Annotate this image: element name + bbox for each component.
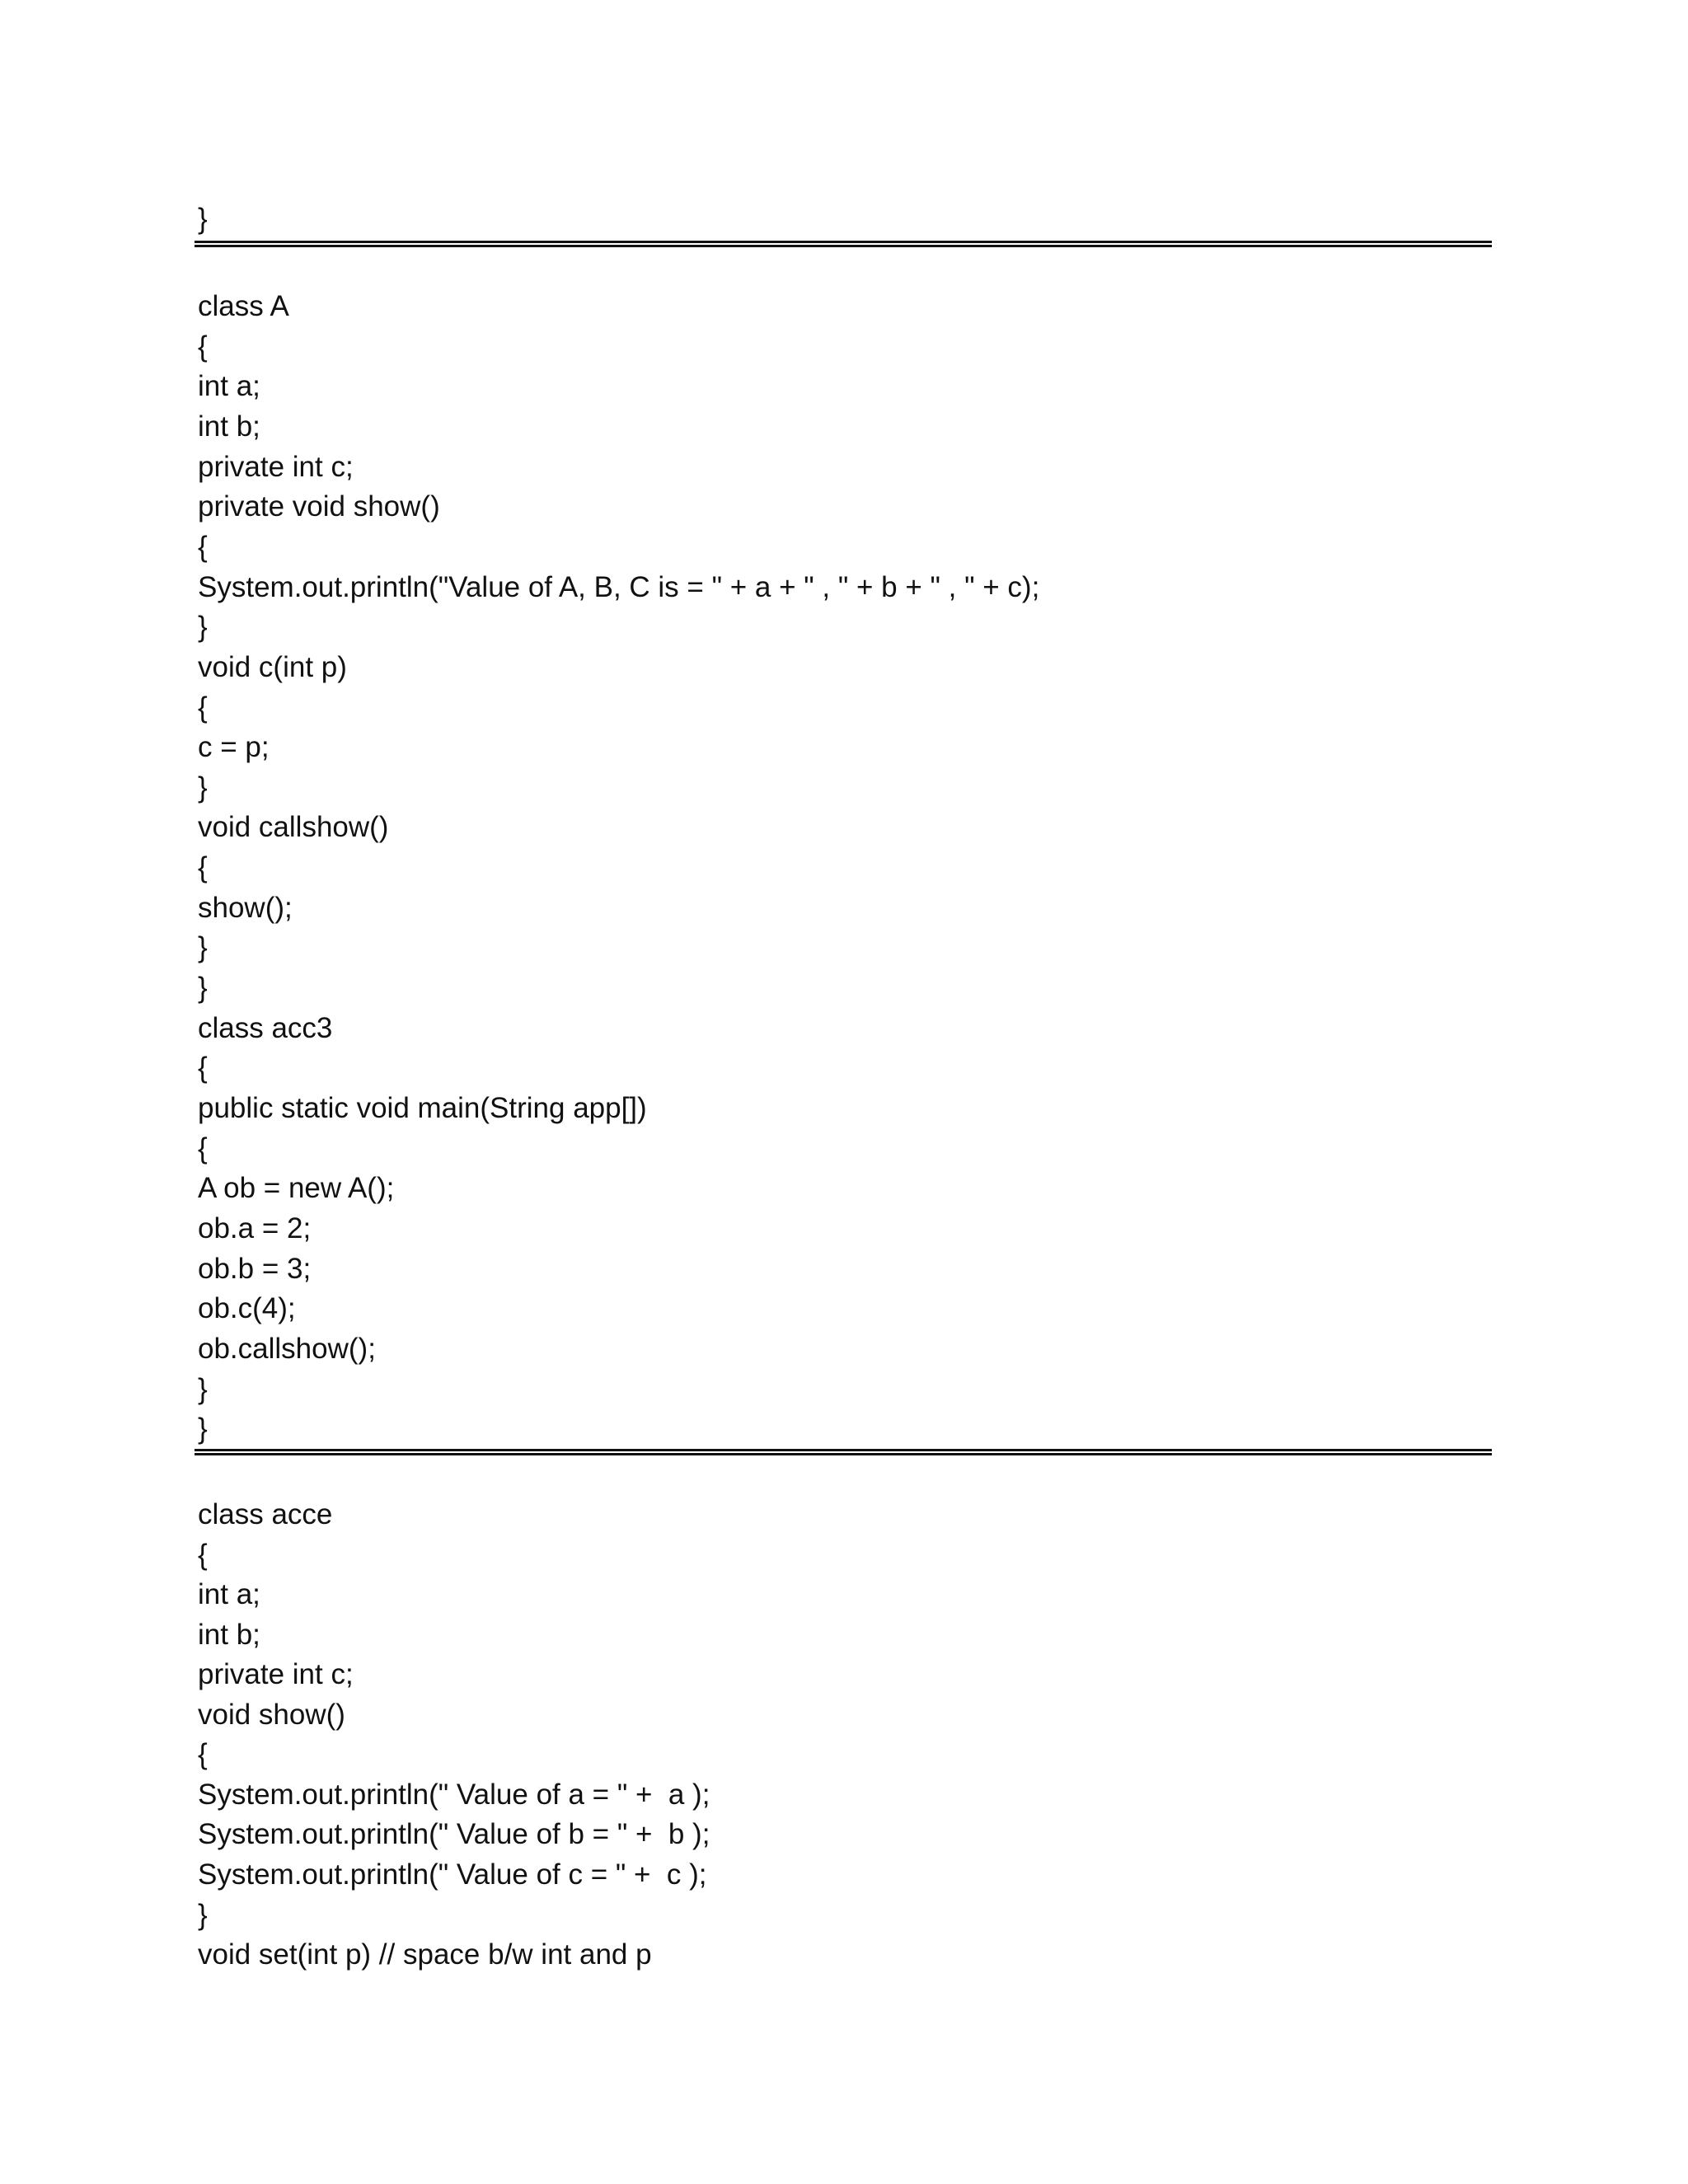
code-line: void set(int p) // space b/w int and p xyxy=(198,1938,652,1971)
code-line: void show() xyxy=(198,1698,345,1731)
code-line: } xyxy=(198,1413,208,1446)
code-line: ob.b = 3; xyxy=(198,1252,312,1285)
double-rule-separator xyxy=(195,1449,1492,1455)
code-line: show(); xyxy=(198,891,293,924)
code-line: System.out.println("Value of A, B, C is = " + a + " , " + b + " , " + c); xyxy=(198,570,1040,603)
code-line: void callshow() xyxy=(198,811,389,844)
code-line: A ob = new A(); xyxy=(198,1172,395,1205)
code-line: System.out.println(" Value of a = " + a ); xyxy=(198,1778,710,1811)
code-line: System.out.println(" Value of c = " + c ); xyxy=(198,1858,707,1891)
code-line: int a; xyxy=(198,1578,260,1611)
code-line: private int c; xyxy=(198,1658,354,1691)
code-line: int b; xyxy=(198,410,260,443)
code-line: public static void main(String app[]) xyxy=(198,1092,647,1124)
code-line: } xyxy=(198,771,208,804)
code-line: { xyxy=(198,1132,208,1165)
code-line: c = p; xyxy=(198,731,270,764)
code-line: { xyxy=(198,1052,208,1085)
code-line: class acc3 xyxy=(198,1011,333,1044)
code-line: private void show() xyxy=(198,490,440,523)
code-line: } xyxy=(198,611,208,644)
code-line: ob.c(4); xyxy=(198,1292,296,1325)
code-line: class acce xyxy=(198,1498,333,1530)
code-line: int b; xyxy=(198,1618,260,1651)
double-rule-separator xyxy=(195,241,1492,247)
code-line: System.out.println(" Value of b = " + b ); xyxy=(198,1818,710,1851)
code-line: { xyxy=(198,851,208,884)
code-line: int a; xyxy=(198,370,260,403)
code-line: } xyxy=(198,972,208,1005)
code-line: void c(int p) xyxy=(198,650,347,683)
code-line: { xyxy=(198,330,208,363)
code-line: { xyxy=(198,1738,208,1771)
code-line: ob.callshow(); xyxy=(198,1332,376,1365)
code-line: } xyxy=(198,931,208,964)
code-line: } xyxy=(198,1372,208,1405)
code-line: ob.a = 2; xyxy=(198,1212,312,1244)
code-line: } xyxy=(198,203,208,235)
code-line: { xyxy=(198,1538,208,1571)
code-line: class A xyxy=(198,290,289,322)
code-line: private int c; xyxy=(198,450,354,483)
code-line: } xyxy=(198,1898,208,1931)
code-line: { xyxy=(198,530,208,563)
code-line: { xyxy=(198,691,208,724)
